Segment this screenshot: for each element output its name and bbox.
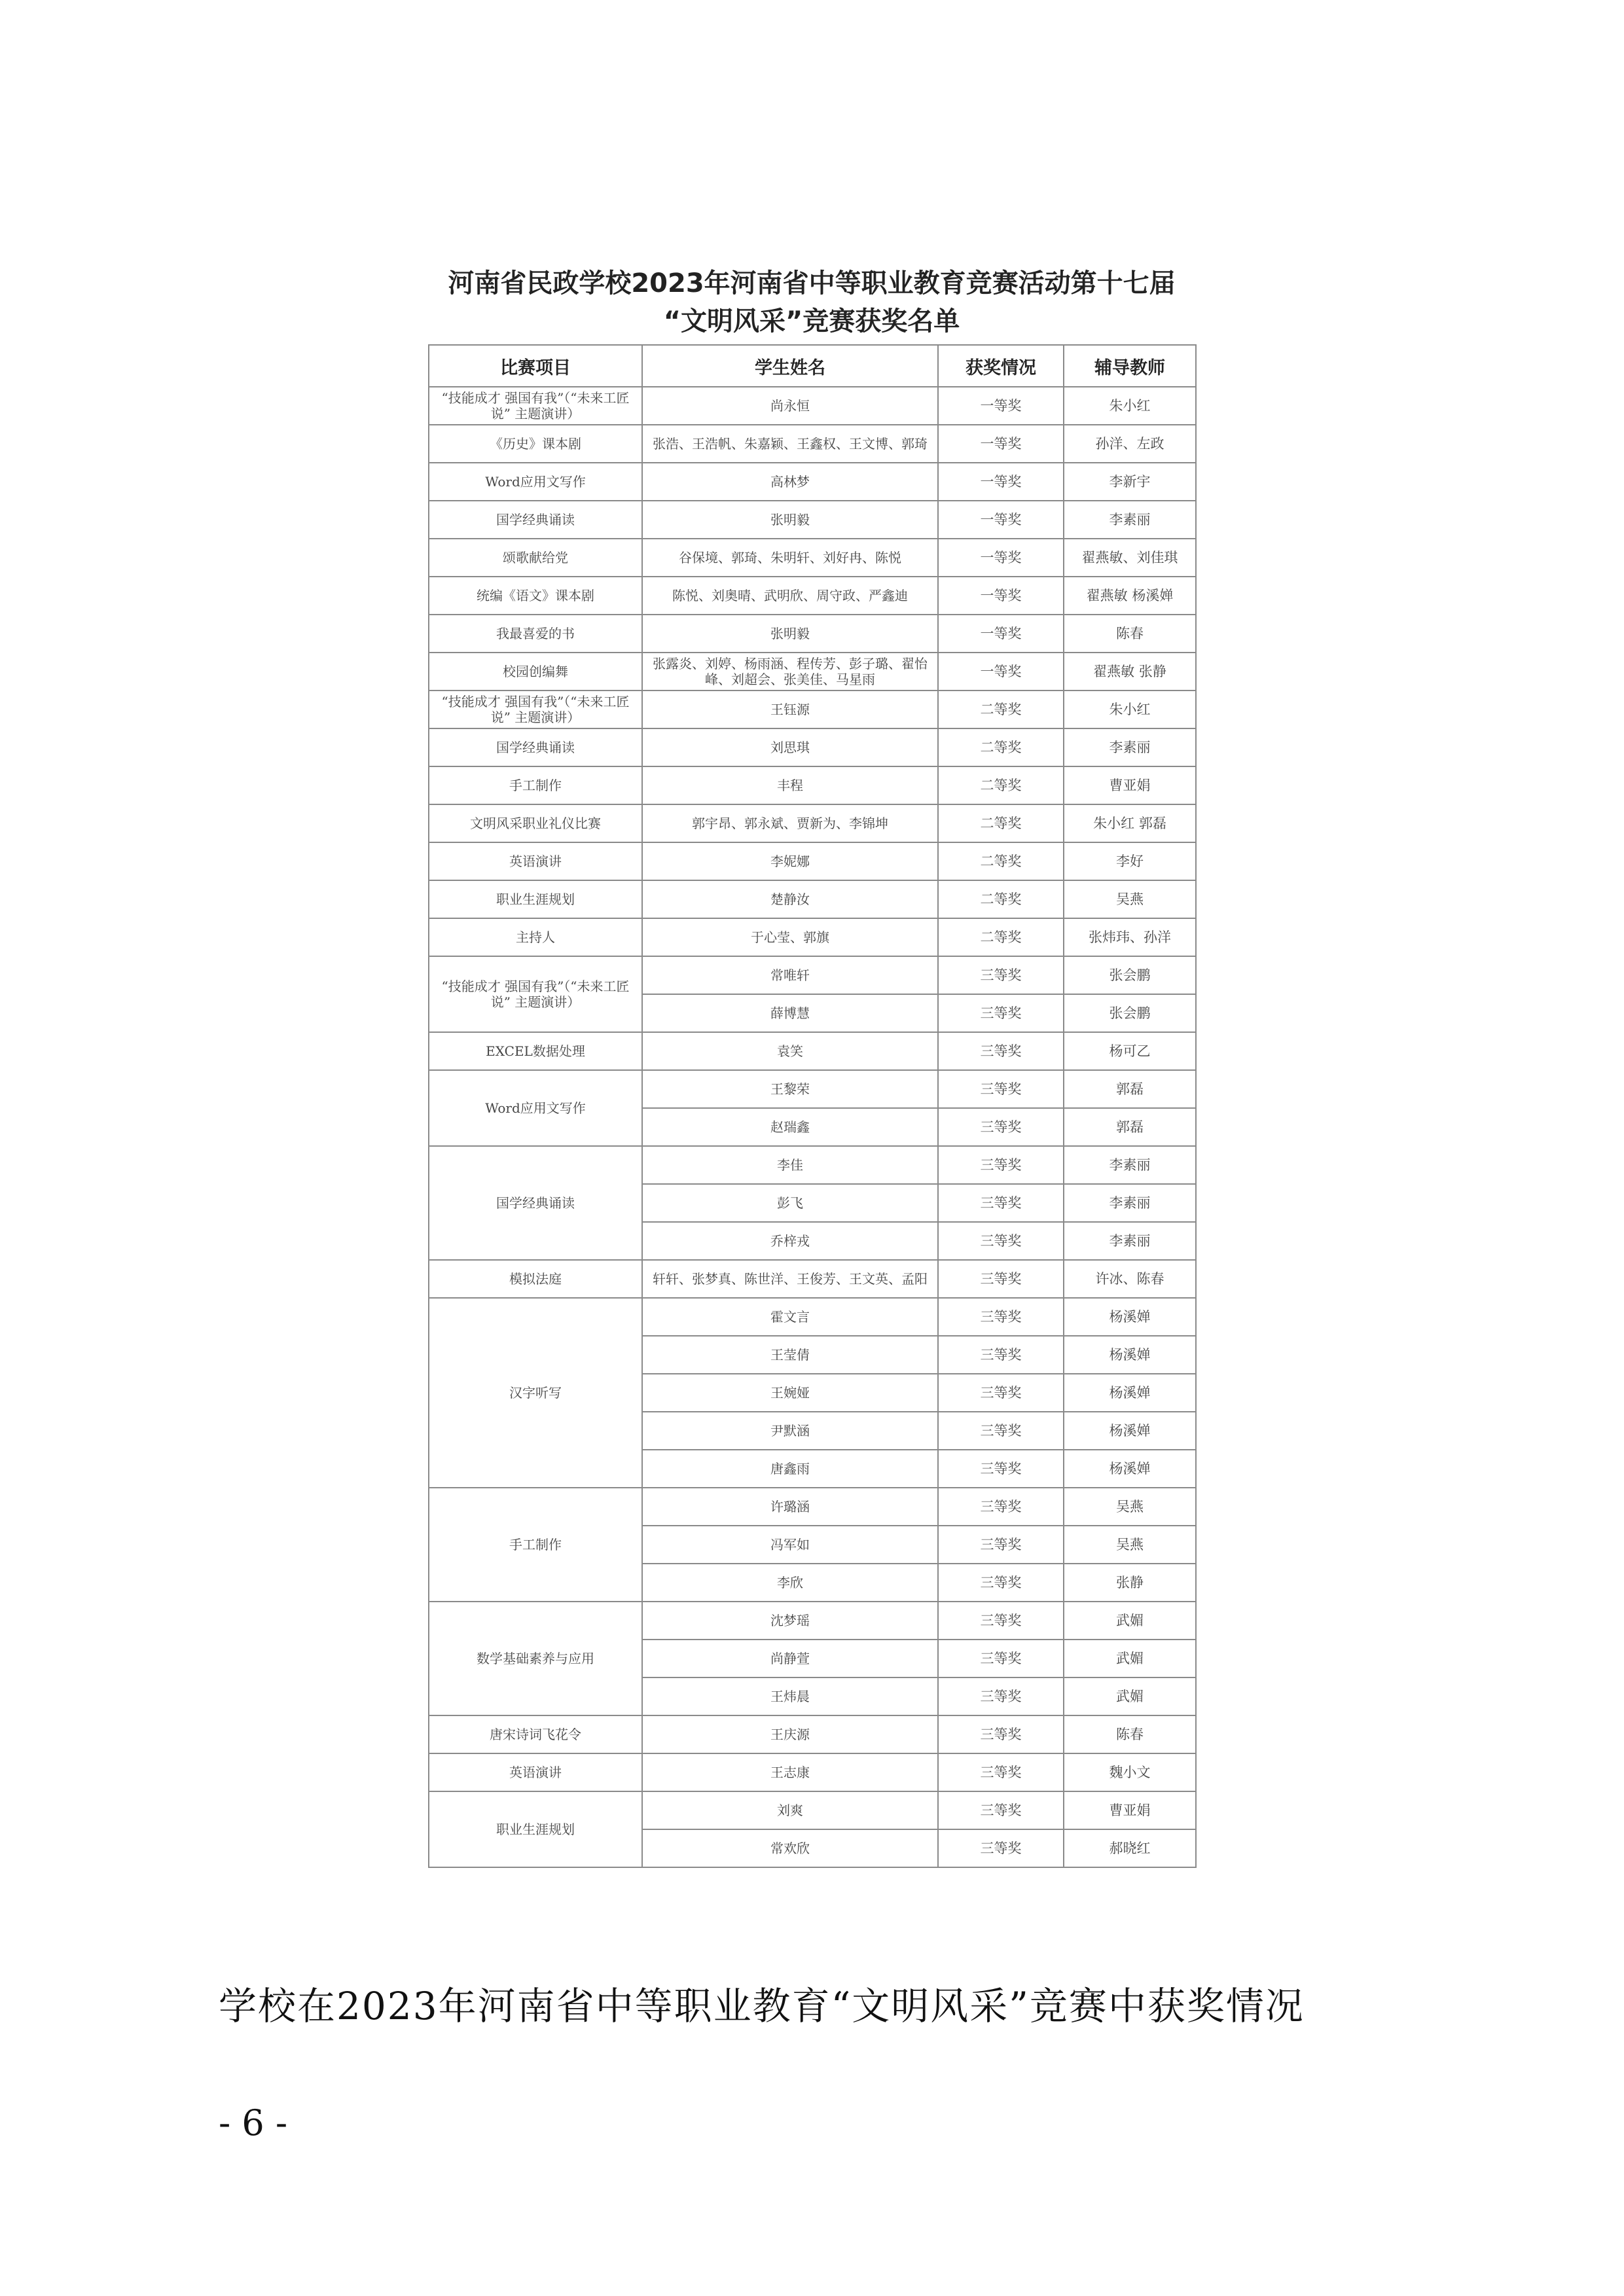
cell-award: 三等奖 (938, 1602, 1064, 1640)
cell-award: 三等奖 (938, 1753, 1064, 1791)
cell-teacher: 陈春 (1064, 1715, 1196, 1753)
cell-teacher: 张会鹏 (1064, 956, 1196, 994)
cell-competition-item: 英语演讲 (429, 1753, 642, 1791)
document-title (428, 260, 1195, 344)
table-row (429, 501, 1196, 539)
cell-teacher: 杨溪婵 (1064, 1450, 1196, 1488)
table-row (429, 1715, 1196, 1753)
cell-award: 三等奖 (938, 1374, 1064, 1412)
cell-competition-item: 职业生涯规划 (429, 880, 642, 918)
cell-teacher: 杨可乙 (1064, 1032, 1196, 1070)
cell-competition-item: 数学基础素养与应用 (429, 1602, 642, 1715)
cell-award: 三等奖 (938, 1564, 1064, 1602)
cell-teacher: 陈春 (1064, 615, 1196, 653)
cell-student-name: 于心莹、郭旗 (642, 918, 938, 956)
cell-teacher: 李素丽 (1064, 501, 1196, 539)
cell-student-name: 张明毅 (642, 501, 938, 539)
header-teacher: 辅导教师 (1064, 345, 1196, 387)
table-row (429, 425, 1196, 463)
cell-teacher: 郝晓红 (1064, 1829, 1196, 1867)
cell-teacher: 张会鹏 (1064, 994, 1196, 1032)
cell-teacher: 吴燕 (1064, 1526, 1196, 1564)
cell-teacher: 杨溪婵 (1064, 1412, 1196, 1450)
award-table (428, 344, 1197, 1868)
cell-student-name: 刘思琪 (642, 728, 938, 766)
cell-student-name: 李佳 (642, 1146, 938, 1184)
cell-award: 三等奖 (938, 1260, 1064, 1298)
cell-award: 三等奖 (938, 1184, 1064, 1222)
cell-student-name: 刘爽 (642, 1791, 938, 1829)
cell-award: 二等奖 (938, 918, 1064, 956)
table-row (429, 956, 1196, 994)
table-row (429, 463, 1196, 501)
cell-teacher: 张静 (1064, 1564, 1196, 1602)
cell-student-name: 轩轩、张梦真、陈世洋、王俊芳、王文英、孟阳 (642, 1260, 938, 1298)
cell-competition-item: 国学经典诵读 (429, 1146, 642, 1260)
cell-award: 三等奖 (938, 1412, 1064, 1450)
cell-competition-item: Word应用文写作 (429, 1070, 642, 1146)
cell-competition-item: 我最喜爱的书 (429, 615, 642, 653)
cell-student-name: 薛博慧 (642, 994, 938, 1032)
cell-competition-item: “技能成才 强国有我”（“未来工匠说” 主题演讲） (429, 691, 642, 728)
table-row (429, 842, 1196, 880)
table-header-row (429, 345, 1196, 387)
table-row (429, 1032, 1196, 1070)
cell-student-name: 陈悦、刘奥晴、武明欣、周守政、严鑫迪 (642, 577, 938, 615)
cell-award: 三等奖 (938, 1715, 1064, 1753)
header-student-name: 学生姓名 (642, 345, 938, 387)
cell-teacher: 李好 (1064, 842, 1196, 880)
cell-award: 三等奖 (938, 1829, 1064, 1867)
cell-competition-item: 校园创编舞 (429, 653, 642, 691)
table-row (429, 1146, 1196, 1184)
cell-competition-item: EXCEL数据处理 (429, 1032, 642, 1070)
cell-competition-item: “技能成才 强国有我”（“未来工匠说” 主题演讲） (429, 956, 642, 1032)
cell-award: 三等奖 (938, 1640, 1064, 1677)
cell-teacher: 杨溪婵 (1064, 1298, 1196, 1336)
cell-teacher: 李新宇 (1064, 463, 1196, 501)
title-line-2: “文明风采”竞赛获奖名单 (663, 306, 960, 336)
table-row (429, 387, 1196, 425)
cell-award: 一等奖 (938, 615, 1064, 653)
cell-student-name: 尚静萱 (642, 1640, 938, 1677)
cell-award: 三等奖 (938, 956, 1064, 994)
cell-competition-item: 职业生涯规划 (429, 1791, 642, 1867)
table-row (429, 1298, 1196, 1336)
cell-award: 三等奖 (938, 1336, 1064, 1374)
header-award: 获奖情况 (938, 345, 1064, 387)
cell-award: 三等奖 (938, 1222, 1064, 1260)
cell-award: 三等奖 (938, 1488, 1064, 1526)
cell-student-name: 张明毅 (642, 615, 938, 653)
cell-teacher: 许冰、陈春 (1064, 1260, 1196, 1298)
cell-teacher: 朱小红 (1064, 691, 1196, 728)
cell-student-name: 王庆源 (642, 1715, 938, 1753)
table-row (429, 539, 1196, 577)
cell-teacher: 吴燕 (1064, 880, 1196, 918)
table-row (429, 880, 1196, 918)
table-body (429, 387, 1196, 1867)
table-row (429, 577, 1196, 615)
cell-competition-item: “技能成才 强国有我”（“未来工匠说” 主题演讲） (429, 387, 642, 425)
cell-student-name: 乔梓戎 (642, 1222, 938, 1260)
cell-student-name: 霍文言 (642, 1298, 938, 1336)
cell-award: 一等奖 (938, 653, 1064, 691)
cell-award: 三等奖 (938, 1108, 1064, 1146)
cell-student-name: 尚永恒 (642, 387, 938, 425)
cell-student-name: 常欢欣 (642, 1829, 938, 1867)
cell-award: 二等奖 (938, 842, 1064, 880)
cell-award: 三等奖 (938, 994, 1064, 1032)
cell-award: 一等奖 (938, 501, 1064, 539)
cell-student-name: 李妮娜 (642, 842, 938, 880)
header-competition-item: 比赛项目 (429, 345, 642, 387)
award-list-figure (428, 260, 1195, 1868)
cell-student-name: 王钰源 (642, 691, 938, 728)
cell-student-name: 丰程 (642, 766, 938, 804)
table-row (429, 1488, 1196, 1526)
cell-student-name: 许璐涵 (642, 1488, 938, 1526)
cell-student-name: 袁笑 (642, 1032, 938, 1070)
cell-award: 一等奖 (938, 387, 1064, 425)
cell-teacher: 杨溪婵 (1064, 1336, 1196, 1374)
table-row (429, 615, 1196, 653)
cell-student-name: 张露炎、刘婷、杨雨涵、程传芳、彭子璐、翟怡峰、刘超会、张美佳、马星雨 (642, 653, 938, 691)
cell-award: 二等奖 (938, 804, 1064, 842)
table-row (429, 1791, 1196, 1829)
table-row (429, 728, 1196, 766)
table-row (429, 653, 1196, 691)
cell-competition-item: 《历史》课本剧 (429, 425, 642, 463)
cell-teacher: 李素丽 (1064, 1222, 1196, 1260)
title-line-1: 河南省民政学校2023年河南省中等职业教育竞赛活动第十七届 (448, 268, 1176, 298)
cell-teacher: 朱小红 (1064, 387, 1196, 425)
cell-award: 三等奖 (938, 1070, 1064, 1108)
cell-student-name: 冯军如 (642, 1526, 938, 1564)
cell-award: 三等奖 (938, 1677, 1064, 1715)
page-number: - 6 - (219, 2102, 288, 2144)
cell-teacher: 魏小文 (1064, 1753, 1196, 1791)
cell-teacher: 李素丽 (1064, 1146, 1196, 1184)
cell-student-name: 王志康 (642, 1753, 938, 1791)
cell-teacher: 翟燕敏 张静 (1064, 653, 1196, 691)
cell-award: 二等奖 (938, 880, 1064, 918)
cell-award: 三等奖 (938, 1032, 1064, 1070)
cell-competition-item: 主持人 (429, 918, 642, 956)
cell-teacher: 武媚 (1064, 1640, 1196, 1677)
cell-student-name: 尹默涵 (642, 1412, 938, 1450)
cell-student-name: 唐鑫雨 (642, 1450, 938, 1488)
cell-competition-item: 手工制作 (429, 766, 642, 804)
cell-teacher: 武媚 (1064, 1602, 1196, 1640)
cell-competition-item: 颂歌献给党 (429, 539, 642, 577)
cell-student-name: 彭飞 (642, 1184, 938, 1222)
cell-award: 三等奖 (938, 1298, 1064, 1336)
cell-competition-item: Word应用文写作 (429, 463, 642, 501)
cell-teacher: 武媚 (1064, 1677, 1196, 1715)
cell-teacher: 李素丽 (1064, 728, 1196, 766)
cell-student-name: 王婉娅 (642, 1374, 938, 1412)
cell-award: 三等奖 (938, 1526, 1064, 1564)
table-row (429, 1070, 1196, 1108)
cell-award: 三等奖 (938, 1791, 1064, 1829)
cell-teacher: 朱小红 郭磊 (1064, 804, 1196, 842)
cell-competition-item: 国学经典诵读 (429, 501, 642, 539)
cell-teacher: 翟燕敏 杨溪婵 (1064, 577, 1196, 615)
cell-competition-item: 手工制作 (429, 1488, 642, 1602)
cell-teacher: 曹亚娟 (1064, 766, 1196, 804)
cell-award: 二等奖 (938, 691, 1064, 728)
cell-student-name: 谷保境、郭琦、朱明轩、刘好冉、陈悦 (642, 539, 938, 577)
table-row (429, 766, 1196, 804)
cell-student-name: 李欣 (642, 1564, 938, 1602)
cell-teacher: 郭磊 (1064, 1070, 1196, 1108)
cell-teacher: 郭磊 (1064, 1108, 1196, 1146)
cell-competition-item: 国学经典诵读 (429, 728, 642, 766)
cell-competition-item: 统编《语文》课本剧 (429, 577, 642, 615)
cell-competition-item: 唐宋诗词飞花令 (429, 1715, 642, 1753)
cell-competition-item: 英语演讲 (429, 842, 642, 880)
cell-competition-item: 文明风采职业礼仪比赛 (429, 804, 642, 842)
cell-award: 一等奖 (938, 539, 1064, 577)
cell-competition-item: 汉字听写 (429, 1298, 642, 1488)
cell-teacher: 张炜玮、孙洋 (1064, 918, 1196, 956)
cell-student-name: 王黎荣 (642, 1070, 938, 1108)
cell-teacher: 孙洋、左政 (1064, 425, 1196, 463)
cell-competition-item: 模拟法庭 (429, 1260, 642, 1298)
table-row (429, 1260, 1196, 1298)
figure-caption: 学校在2023年河南省中等职业教育“文明风采”竞赛中获奖情况 (219, 1984, 1305, 2028)
cell-award: 二等奖 (938, 766, 1064, 804)
cell-student-name: 楚静汝 (642, 880, 938, 918)
table-row (429, 804, 1196, 842)
cell-teacher: 杨溪婵 (1064, 1374, 1196, 1412)
cell-teacher: 翟燕敏、刘佳琪 (1064, 539, 1196, 577)
cell-award: 三等奖 (938, 1146, 1064, 1184)
cell-student-name: 王炜晨 (642, 1677, 938, 1715)
table-row (429, 1602, 1196, 1640)
table-row (429, 691, 1196, 728)
cell-teacher: 李素丽 (1064, 1184, 1196, 1222)
cell-student-name: 常唯轩 (642, 956, 938, 994)
cell-award: 一等奖 (938, 577, 1064, 615)
cell-teacher: 吴燕 (1064, 1488, 1196, 1526)
cell-award: 一等奖 (938, 425, 1064, 463)
table-row (429, 1753, 1196, 1791)
table-row (429, 918, 1196, 956)
cell-teacher: 曹亚娟 (1064, 1791, 1196, 1829)
cell-student-name: 王莹倩 (642, 1336, 938, 1374)
cell-student-name: 张浩、王浩帆、朱嘉颖、王鑫权、王文博、郭琦 (642, 425, 938, 463)
cell-award: 三等奖 (938, 1450, 1064, 1488)
cell-student-name: 高林梦 (642, 463, 938, 501)
cell-student-name: 郭宇昂、郭永斌、贾新为、李锦坤 (642, 804, 938, 842)
cell-award: 一等奖 (938, 463, 1064, 501)
cell-student-name: 沈梦瑶 (642, 1602, 938, 1640)
cell-student-name: 赵瑞鑫 (642, 1108, 938, 1146)
cell-award: 二等奖 (938, 728, 1064, 766)
